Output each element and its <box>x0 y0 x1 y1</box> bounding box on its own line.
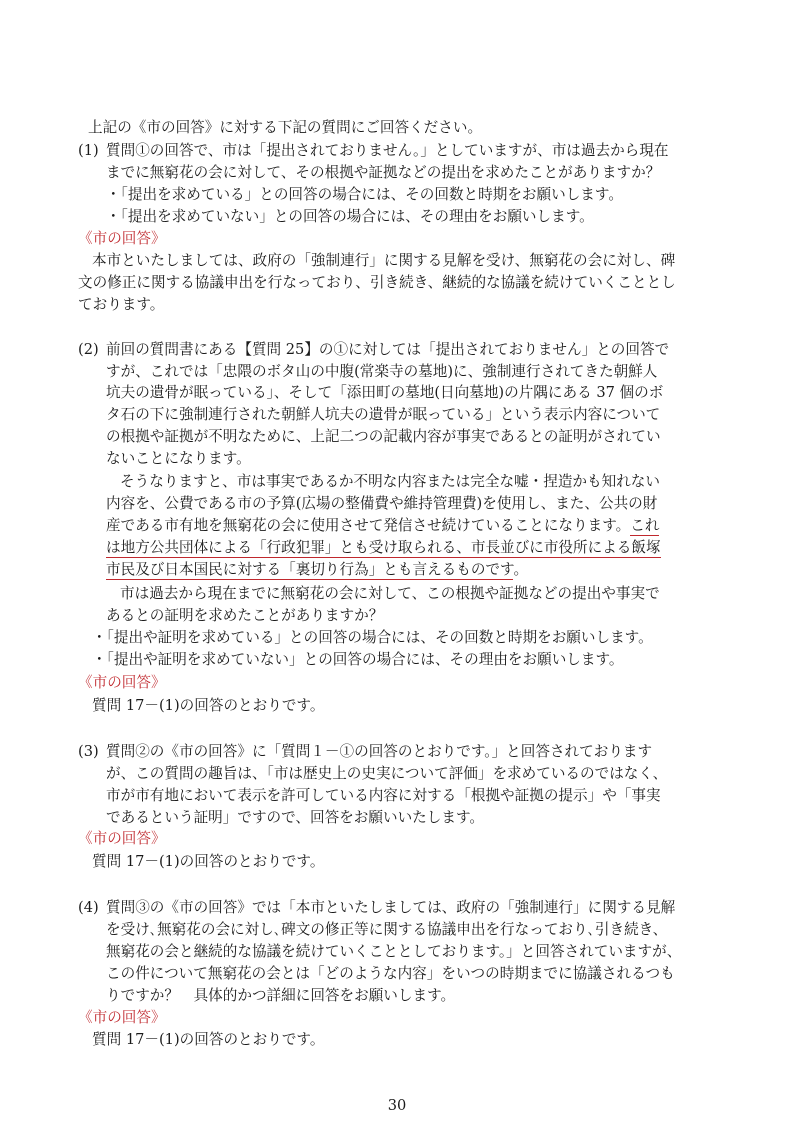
q2-line: タ石の下に強制連行された朝鮮人坑夫の遺骨が眠っている」という表示内容について <box>106 406 661 423</box>
q2-line: 坑夫の遺骨が眠っている」、そして「添田町の墓地(日向墓地)の片隅にある 37 個のボ <box>106 384 664 401</box>
q4-line: 無窮花の会と継続的な協議を続けていくこととしております。」と回答されていますが、 <box>106 943 682 960</box>
q3-answer-label: 《市の回答》 <box>78 830 166 847</box>
q1-bullet: ・「提出を求めていない」との回答の場合には、その理由をお願いします。 <box>106 208 594 225</box>
q4-number: (4) <box>78 899 99 916</box>
q3-line: が、この質問の趣旨は、「市は歴史上の史実について評価」を求めているのではなく、 <box>106 765 668 782</box>
q3-line: 市が市有地において表示を許可している内容に対する「根拠や証拠の提示」や「事実 <box>106 787 661 804</box>
q2-line-with-underline <box>106 514 659 538</box>
q1-answer-line: 本市といたしましては、政府の「強制連行」に関する見解を受け、無窮花の会に対し、碑 <box>92 252 676 269</box>
q2-line: あるとの証明を求めたことがありますか？ <box>106 607 384 624</box>
q1-line: までに無窮花の会に対して、その根拠や証拠などの提出を求めたことがありますか？ <box>106 164 661 181</box>
q4-answer-text: 質問 17－(1)の回答のとおりです。 <box>92 1031 325 1048</box>
q2-line: すが、これでは「忠隈のボタ山の中腹(常楽寺の墓地)に、強制連行されてきた朝鮮人 <box>106 363 658 380</box>
q2-bullet: ・「提出や証明を求めていない」との回答の場合には、その理由をお願いします。 <box>92 651 624 668</box>
q4-line: 質問③の《市の回答》では「本市といたしましては、政府の「強制連行」に関する見解 <box>106 899 676 916</box>
q3-number: (3) <box>78 743 99 760</box>
q4-line: りですか？ 具体的かつ詳細に回答をお願いします。 <box>106 987 456 1004</box>
page-number: 30 <box>387 1097 407 1114</box>
q3-line: であるという証明」ですので、回答をお願いいたします。 <box>106 809 484 826</box>
q1-answer-line: ております。 <box>78 296 165 313</box>
q2-line: の根拠や証拠が不明なために、上記二つの記載内容が事実であるとの証明がされてい <box>106 428 661 445</box>
q2-underlined-text: 市民及び日本国民に対する「裏切り行為」とも言えるものです <box>106 561 514 578</box>
q2-line: ないことになります。 <box>106 450 251 467</box>
q3-line: 質問②の《市の回答》に「質問１－①の回答のとおりです。」と回答されております <box>106 743 653 760</box>
q2-plain-text: 。 <box>513 561 529 578</box>
q2-answer-label: 《市の回答》 <box>78 674 166 691</box>
q4-line: この件について無窮花の会とは「どのような内容」をいつの時期までに協議されるつも <box>106 965 675 982</box>
q1-line: 質問①の回答で、市は「提出されておりません。」としていますが、市は過去から現在 <box>106 142 669 159</box>
q2-underlined-line <box>106 558 528 582</box>
q2-line: そうなりますと、市は事実であるか不明な内容または完全な嘘・捏造かも知れない <box>120 473 660 490</box>
q2-line: 市は過去から現在までに無窮花の会に対して、この根拠や証拠などの提出や事実で <box>120 585 660 602</box>
q1-answer-label: 《市の回答》 <box>78 230 166 247</box>
q2-answer-text: 質問 17－(1)の回答のとおりです。 <box>92 697 325 714</box>
q2-number: (2) <box>78 341 99 358</box>
q1-bullet: ・「提出を求めている」との回答の場合には、その回数と時期をお願いします。 <box>106 186 623 203</box>
q2-line: 前回の質問書にある【質問 25】の①に対しては「提出されておりません」との回答で <box>106 341 670 358</box>
q2-bullet: ・「提出や証明を求めている」との回答の場合には、その回数と時期をお願いします。 <box>92 629 653 646</box>
q1-answer-line: 文の修正に関する協議申出を行なっており、引き続き、継続的な協議を続けていくこととし <box>78 274 676 291</box>
q2-underlined-line <box>106 536 661 560</box>
q4-answer-label: 《市の回答》 <box>78 1009 166 1026</box>
intro-text: 上記の《市の回答》に対する下記の質問にご回答ください。 <box>88 119 483 136</box>
q2-underlined-text: は地方公共団体による「行政犯罪」とも受け取られる、市長並びに市役所による飯塚 <box>106 539 661 556</box>
q2-plain-text: 産である市有地を無窮花の会に使用させて発信させ続けていることになります。 <box>106 517 631 534</box>
q1-number: (1) <box>78 142 99 159</box>
q3-answer-text: 質問 17－(1)の回答のとおりです。 <box>92 853 325 870</box>
q2-underlined-text: これ <box>630 517 660 534</box>
q2-line: 内容を、公費である市の予算(広場の整備費や維持管理費)を使用し、また、公共の財 <box>106 495 658 512</box>
q4-line: を受け､無窮花の会に対し､碑文の修正等に関する協議申出を行なっており､引き続き、 <box>106 921 668 938</box>
